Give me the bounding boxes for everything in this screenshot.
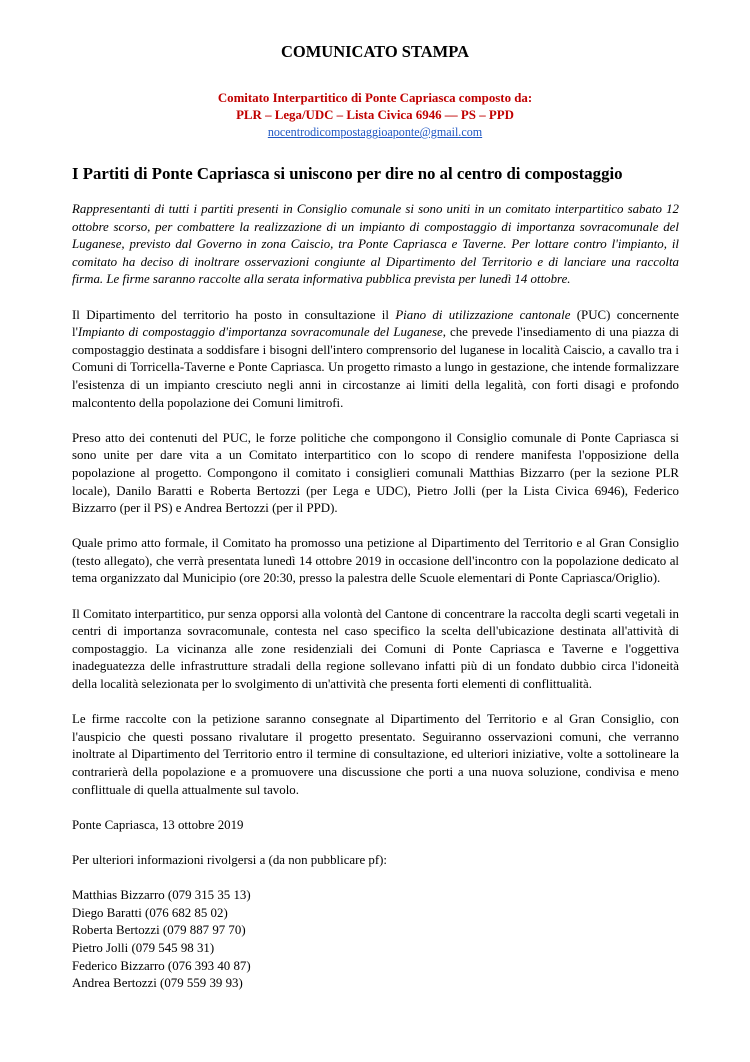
paragraph-contest: Il Comitato interpartitico, pur senza opporsi alla volontà del Cantone di concentrare la raccolta degli scarti vegetali in centri di importanza sovracomunale, contesta nel caso specifico la scelta dell'ubicazione destinata all'attività di compostaggio. La vicinanza alle zone residenziali dei Comuni di Ponte Capriasca e Taverne e l'oggettiva inadeguatezza delle infrastrutture stradali della regione sollevano infatti più di un fondato dubbio circa l'idoneità della località selezionata per lo svolgimento di un'attività che presenta forti elementi di conflittualità. <box>72 606 679 692</box>
paragraph-puc-text-c: (PUC) concernente l' <box>72 307 680 340</box>
committee-email-link[interactable]: nocentrodicompostaggioaponte@gmail.com <box>267 125 483 139</box>
contact-item: Roberta Bertozzi (079 887 97 70) <box>72 923 246 938</box>
article-body <box>72 201 679 993</box>
committee-parties: PLR – Lega/UDC – Lista Civica 6946 — PS – PPD <box>236 108 514 122</box>
dateline: Ponte Capriasca, 13 ottobre 2019 <box>72 817 244 832</box>
page-title: COMUNICATO STAMPA <box>280 42 470 61</box>
paragraph-puc-text-a: Il Dipartimento del territorio ha posto in consultazione il <box>72 307 396 322</box>
plant-title: Impianto di compostaggio d'importanza sovracomunale del Luganese <box>77 325 443 340</box>
contact-item: Pietro Jolli (079 545 98 31) <box>72 940 215 955</box>
paragraph-committee: Preso atto dei contenuti del PUC, le forze politiche che compongono il Consiglio comunale di Ponte Capriasca si sono unite per dare vita a un Comitato interpartitico con lo scopo di rendere manifesta l'opposizione della popolazione al progetto. Compongono il comitato i consiglieri comunali Matthias Bizzarro (per la sezione PLR locale), Danilo Baratti e Roberta Bertozzi (per Lega e UDC), Pietro Jolli (per la Lista Civica 6946), Federico Bizzarro (per il PS) e Andrea Bertozzi (per il PPD). <box>72 430 679 516</box>
committee-block <box>0 90 750 141</box>
lead-paragraph: Rappresentanti di tutti i partiti presenti in Consiglio comunale si sono uniti in un comitato interpartitico sabato 12 ottobre scorso, per combattere la realizzazione di un impianto di compostaggio di importanza sovracomunale del Luganese, previsto dal Governo in zona Caiscio, tra Ponte Capriasca e Taverne. Per lottare contro l'impianto, il comitato ha deciso di inoltrare osservazioni congiunte al Dipartimento del Territorio e di lanciare una raccolta firma. Le firme saranno raccolte alla serata informativa pubblica prevista per lunedì 14 ottobre. <box>72 202 679 287</box>
info-line: Per ulteriori informazioni rivolgersi a (da non pubblicare pf): <box>72 852 388 867</box>
contact-item: Andrea Bertozzi (079 559 39 93) <box>72 976 243 991</box>
paragraph-signatures: Le firme raccolte con la petizione saranno consegnate al Dipartimento del Territorio e al Gran Consiglio, con l'auspicio che questi possano rivalutare il progetto presentato. Seguiranno osservazioni comuni, che verranno inoltrate al Dipartimento del Territorio entro il termine di consultazione, ed ulteriori iniziative, volte a sottolineare la contrarierà della popolazione e a promuovere una discussione che porti a una nuova soluzione, condivisa e meno conflittuale di quella attualmente sul tavolo. <box>72 712 679 797</box>
contacts-list <box>72 887 679 993</box>
contact-item: Matthias Bizzarro (079 315 35 13) <box>72 888 251 903</box>
contact-item: Diego Baratti (076 682 85 02) <box>72 905 228 920</box>
committee-heading: Comitato Interpartitico di Ponte Capriasca composto da: <box>217 91 533 105</box>
paragraph-puc-text-e: , che prevede l'insediamento di una piazza di compostaggio destinata a soddisfare i bisogni dell'intero comprensorio del luganese in località Caiscio, a cavallo tra i Comuni di Torricella-Taverne e Ponte Capriasca. Un progetto rimasto a lungo in gestazione, che intende formalizzare l'esistenza di un impianto cresciuto negli anni in circostanze ai limiti della legalità, con forti disagi e profondo malcontento della popolazione dei Comuni limitrofi. <box>72 325 679 410</box>
paragraph-petition: Quale primo atto formale, il Comitato ha promosso una petizione al Dipartimento del Territorio e al Gran Consiglio (testo allegato), che verrà presentata lunedì 14 ottobre 2019 in occasione dell'incontro con la popolazione dedicato al tema organizzato dal Municipio (ore 20:30, presso la palestra delle Scuole elementari di Ponte Capriasca/Origlio). <box>72 536 679 586</box>
puc-title: Piano di utilizzazione cantonale <box>395 307 571 322</box>
contact-item: Federico Bizzarro (076 393 40 87) <box>72 958 251 973</box>
paragraph-puc <box>72 307 679 413</box>
headline: I Partiti di Ponte Capriasca si uniscono per dire no al centro di compostaggio <box>72 164 623 183</box>
